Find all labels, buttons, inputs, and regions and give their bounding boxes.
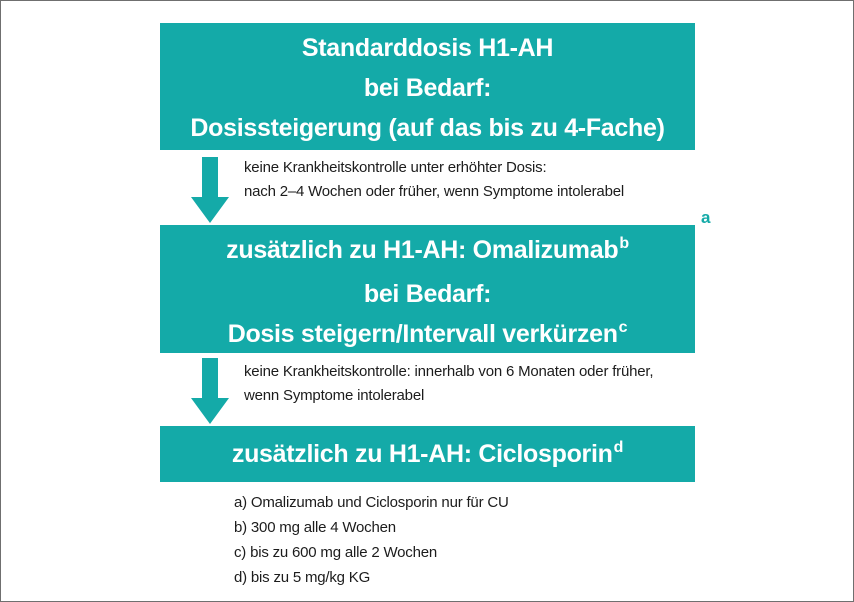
footnote-b: b) 300 mg alle 4 Wochen	[234, 519, 396, 536]
footnote-a: a) Omalizumab und Ciclosporin nur für CU	[234, 494, 509, 511]
escalation-note-1	[244, 156, 624, 204]
escalation-note-1-line-2: nach 2–4 Wochen oder früher, wenn Symptome intolerabel	[244, 183, 624, 200]
step-3-title	[160, 434, 695, 478]
step-2-action-text: Dosis steigern/Intervall verkürzen	[227, 320, 618, 348]
down-arrow-icon	[191, 157, 229, 223]
footnote-d: d) bis zu 5 mg/kg KG	[234, 569, 371, 586]
step-2-action	[160, 314, 695, 358]
step-1-condition: bei Bedarf:	[363, 74, 492, 102]
escalation-note-1-line-1: keine Krankheitskontrolle unter erhöhter Dosis:	[244, 159, 547, 176]
step-2-condition: bei Bedarf:	[363, 280, 492, 308]
footnotes	[234, 490, 509, 590]
step-2-title	[160, 230, 695, 274]
step-3-title-text: zusätzlich zu H1-AH: Ciclosporin	[231, 440, 613, 468]
step-1-box	[160, 23, 695, 150]
escalation-note-2-line-2: wenn Symptome intolerabel	[244, 387, 425, 404]
escalation-note-2	[244, 360, 653, 408]
down-arrow-icon	[191, 358, 229, 424]
step-2-title-sup: b	[619, 235, 629, 252]
footnote-c: c) bis zu 600 mg alle 2 Wochen	[234, 544, 437, 561]
step-2-title-text: zusätzlich zu H1-AH: Omalizumab	[226, 236, 619, 264]
step-2-action-sup: c	[618, 319, 628, 336]
footnote-marker-a: a	[701, 208, 711, 227]
step-1-action: Dosissteigerung (auf das bis zu 4-Fache)	[190, 114, 665, 142]
step-2-box	[160, 225, 695, 353]
step-3-box	[160, 426, 695, 482]
step-1-title: Standarddosis H1-AH	[301, 34, 554, 62]
step-3-title-sup: d	[613, 439, 624, 456]
escalation-note-2-line-1: keine Krankheitskontrolle: innerhalb von 6 Monaten oder früher,	[244, 363, 654, 380]
